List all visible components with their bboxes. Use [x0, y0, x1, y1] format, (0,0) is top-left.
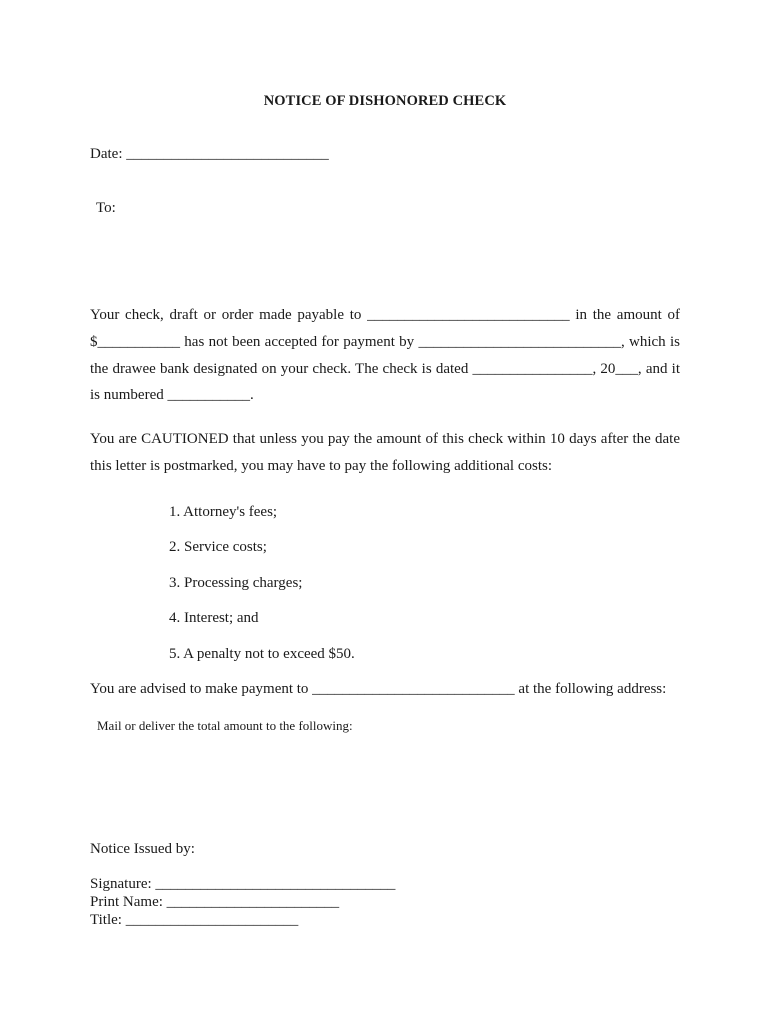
cost-item: 5. A penalty not to exceed $50.	[169, 646, 355, 662]
paragraph-1-line-4: is numbered ___________.	[90, 387, 254, 403]
paragraph-1-line-2: $___________ has not been accepted for payment by ___________________________, which is	[90, 334, 680, 350]
document-title: NOTICE OF DISHONORED CHECK	[263, 93, 507, 109]
mail-instruction: Mail or deliver the total amount to the following:	[97, 718, 353, 733]
cost-item: 4. Interest; and	[169, 610, 259, 626]
print-name-field-line: Print Name: _______________________	[90, 894, 340, 910]
cost-item: 1. Attorney's fees;	[169, 504, 278, 520]
cost-item: 3. Processing charges;	[169, 575, 303, 591]
payment-line: You are advised to make payment to ___________________________ at the following address:	[90, 681, 667, 697]
date-field-line: Date: ___________________________	[90, 146, 329, 162]
cost-item: 2. Service costs;	[169, 539, 267, 555]
paragraph-1-line-3: the drawee bank designated on your check. The check is dated ________________, 20___, and it	[90, 361, 680, 377]
paragraph-1-line-1: Your check, draft or order made payable to ___________________________ in the amount of	[90, 307, 680, 323]
paragraph-2-line-1: You are CAUTIONED that unless you pay the amount of this check within 10 days after the date	[90, 431, 680, 447]
title-field-line: Title: _______________________	[90, 912, 299, 928]
paragraph-2-line-2: this letter is postmarked, you may have to pay the following additional costs:	[90, 458, 552, 474]
notice-issued-by-label: Notice Issued by:	[90, 841, 195, 857]
signature-field-line: Signature: ________________________________	[90, 876, 396, 892]
to-label: To:	[96, 200, 116, 216]
